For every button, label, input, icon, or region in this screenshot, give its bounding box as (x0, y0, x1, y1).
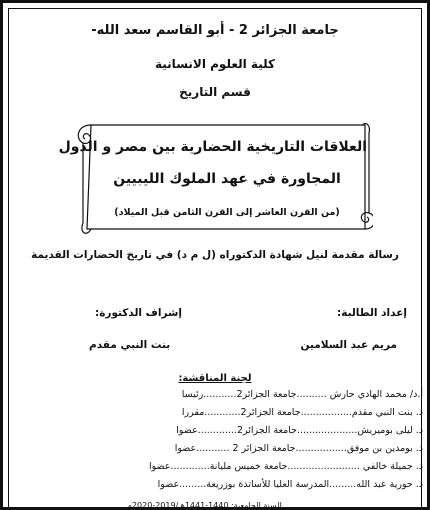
thesis-title-line-2: المجاورة في عهد الملوك الليبيين (113, 171, 341, 187)
thesis-title-line-1: العلاقات التاريخية الحضارية بين مصر و الدول (58, 139, 367, 155)
department-name: قسم التاريخ (179, 85, 251, 99)
committee-member: أ.د/ محمد الهادي حارش ..........جامعة الجزائر2...........رئيسا (181, 389, 423, 400)
committee-member: د. حورية عبد الله.........المدرسة العليا للأساتذة بوزريعة.........عضوا (157, 479, 423, 490)
supervisor-name: بنت النبي مقدم (89, 339, 171, 351)
committee-title: لجنة المناقشة: (178, 373, 252, 384)
academic-year: السنة الجامعية: 1440-1441هـ/2019-2020م (127, 501, 282, 510)
thesis-degree-statement: رسالة مقدمة لنيل شهادة الدكتوراه (ل م د) في تاريخ الحضارات القديمة (31, 249, 399, 261)
committee-member: د. بومدين بن موفق.................جامعة الجزائر 2 ...........عضوا (174, 443, 423, 454)
committee-member: د. ليلى بوميريش....................جامعة الجزائر2.............عضوا (176, 425, 423, 436)
university-name: جامعة الجزائر 2 - أبو القاسم سعد الله- (91, 23, 339, 38)
faculty-name: كلية العلوم الانسانية (155, 57, 275, 71)
student-label: إعداد الطالبة: (337, 307, 407, 319)
supervisor-label: إشراف الدكتورة: (95, 307, 182, 319)
student-name: مريم عبد السلامين (300, 339, 397, 351)
page-inner-border (8, 8, 422, 508)
committee-member: د. جميلة خالفي ........................جامعة خميس مليانة.............عضوا (149, 461, 423, 472)
title-scroll-frame (58, 113, 373, 241)
committee-member: د. بنت النبي مقدم.................جامعة الجزائر2............مقررا (181, 407, 423, 418)
thesis-period-subtitle: (من القرن العاشر إلى القرن الثامن قبل الميلاد) (114, 207, 340, 218)
